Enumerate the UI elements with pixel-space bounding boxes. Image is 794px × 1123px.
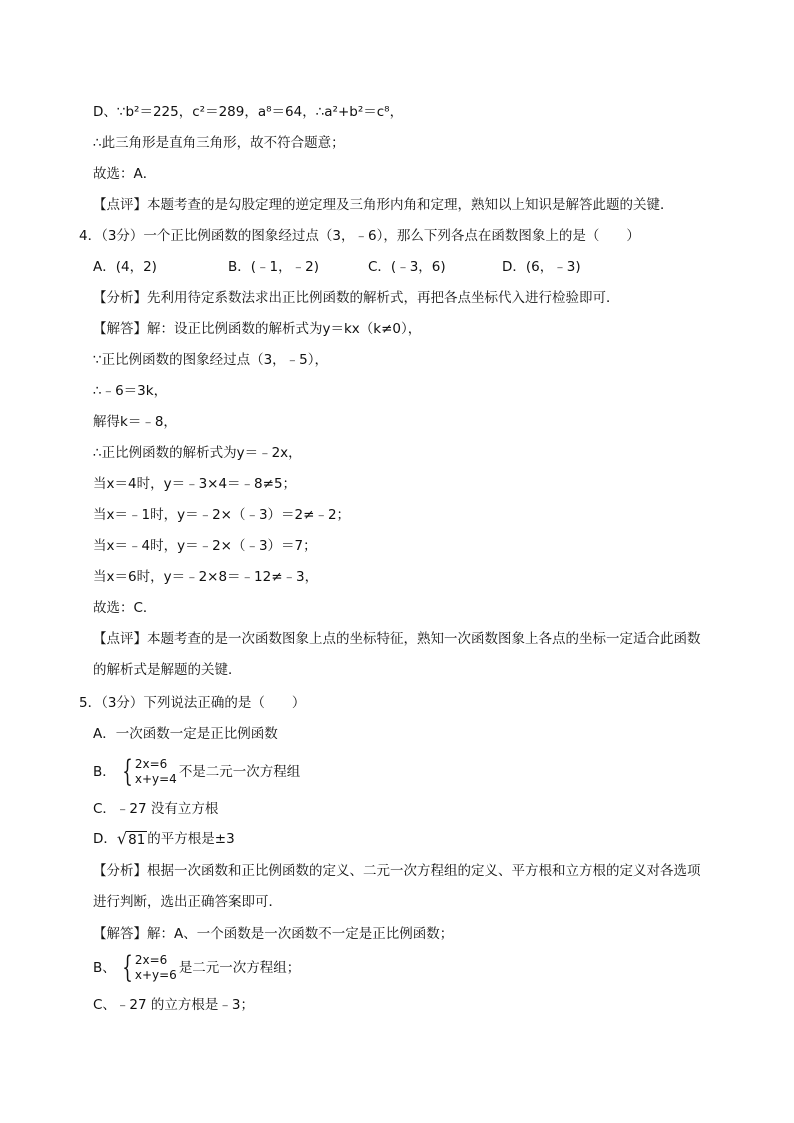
equation-1: 2x=6 (134, 953, 168, 967)
option-b: B．(﹣1，﹣2) (228, 259, 319, 275)
answer-tag: 【解答】 (93, 926, 147, 942)
option-d: D．(6，﹣3) (502, 259, 581, 275)
text-line: 故选：A． (93, 166, 157, 182)
analysis-line (93, 862, 701, 880)
option-label: D． (93, 831, 117, 847)
option-a: A．一次函数一定是正比例函数 (93, 726, 278, 742)
text-line: ∴此三角形是直角三角形，故不符合题意； (93, 135, 345, 151)
answer-line (93, 925, 453, 943)
text-line: 当x＝4时，y＝﹣3×4＝﹣8≠5； (93, 476, 297, 492)
comment-text: 本题考查的是一次函数图象上点的坐标特征，熟知一次函数图象上各点的坐标一定适合此函数 (147, 631, 701, 647)
equation-system (118, 950, 177, 986)
answer-text: 解：A、一个函数是一次函数不一定是正比例函数； (147, 926, 454, 942)
analysis-text: 先利用待定系数法求出正比例函数的解析式，再把各点坐标代入进行检验即可． (147, 290, 620, 306)
text-line: 当x＝6时，y＝﹣2×8＝﹣12≠﹣3， (93, 569, 319, 585)
equation-2: x+y=4 (134, 772, 177, 786)
option-a: A．(4，2) (93, 259, 157, 275)
answer-line (93, 320, 421, 338)
analysis-tag: 【分析】 (93, 290, 147, 306)
option-label: B、 (93, 960, 116, 976)
text-line: D、∵b²＝225，c²＝289，a⁸＝64，∴a²+b²＝c⁸， (93, 104, 404, 120)
question-5: 5．（3分）下列说法正确的是（ ） (79, 695, 306, 711)
analysis-text: 根据一次函数和正比例函数的定义、二元一次方程组的定义、平方根和立方根的定义对各选项 (147, 863, 701, 879)
comment-line (93, 630, 701, 648)
text-line: C、﹣27 的立方根是﹣3； (93, 997, 254, 1013)
answer-tag: 【解答】 (93, 321, 147, 337)
comment-text: 本题考查的是勾股定理的逆定理及三角形内角和定理，熟知以上知识是解答此题的关键． (147, 197, 674, 213)
answer-text: 解：设正比例函数的解析式为y＝kx（k≠0）， (147, 321, 422, 337)
text-line: 当x＝﹣4时，y＝﹣2×（﹣3）＝7； (93, 538, 317, 554)
option-c: C．(﹣3，6) (368, 259, 446, 275)
equation-1: 2x=6 (134, 757, 168, 771)
text-line: 的解析式是解题的关键． (93, 662, 242, 678)
option-d (93, 830, 235, 848)
analysis-tag: 【分析】 (93, 863, 147, 879)
option-c: C．﹣27 没有立方根 (93, 801, 219, 817)
option-b (93, 754, 300, 790)
option-label: B． (93, 764, 116, 780)
text-line: 故选：C． (93, 600, 157, 616)
text-line: ∵正比例函数的图象经过点（3，﹣5）， (93, 352, 329, 368)
option-text: 不是二元一次方程组 (178, 764, 301, 780)
comment-line (93, 196, 674, 214)
option-text: 是二元一次方程组； (178, 960, 301, 976)
text-line: ∴﹣6＝3k， (93, 383, 168, 399)
equation-system (118, 754, 177, 790)
comment-tag: 【点评】 (93, 197, 147, 213)
radicand: 81 (128, 831, 146, 848)
text-line: 当x＝﹣1时，y＝﹣2×（﹣3）＝2≠﹣2； (93, 507, 351, 523)
text-line (93, 950, 300, 986)
text-line: ∴正比例函数的解析式为y＝﹣2x， (93, 445, 302, 461)
comment-tag: 【点评】 (93, 631, 147, 647)
text-line: 解得k＝﹣8， (93, 414, 177, 430)
question-4: 4．（3分）一个正比例函数的图象经过点（3，﹣6），那么下列各点在函数图象上的是（ ） (79, 228, 640, 244)
option-text: 的平方根是±3 (147, 831, 235, 847)
equation-2: x+y=6 (134, 968, 177, 982)
analysis-line (93, 289, 620, 307)
sqrt-icon: √ (116, 829, 128, 848)
text-line: 进行判断，选出正确答案即可． (93, 894, 282, 910)
brace-icon: { (122, 754, 133, 789)
brace-icon: { (122, 950, 133, 985)
